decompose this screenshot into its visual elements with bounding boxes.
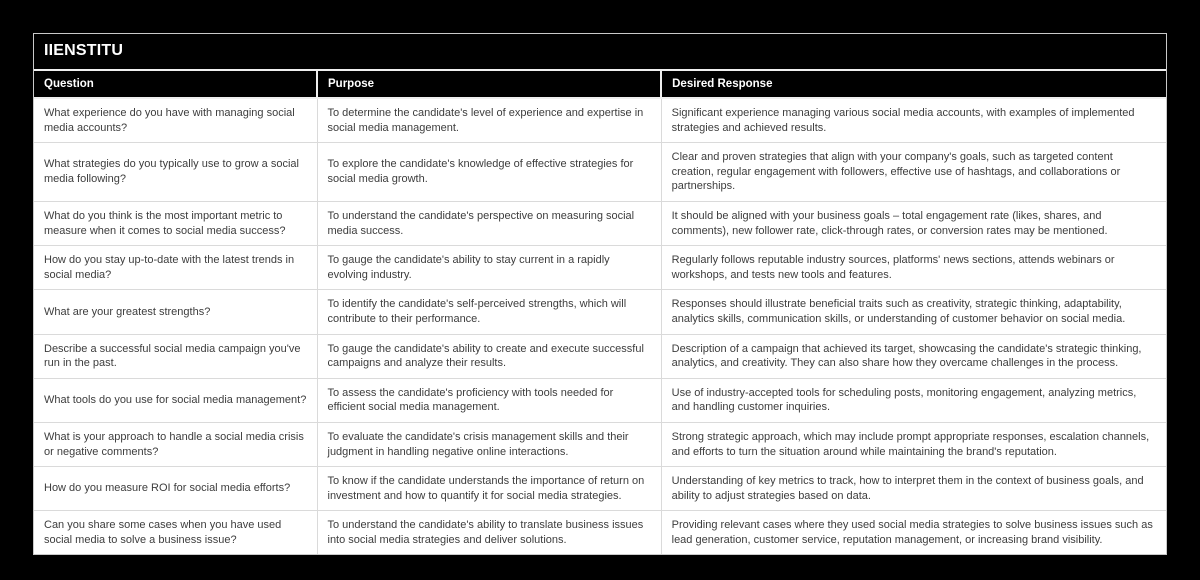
table-row	[34, 98, 1166, 143]
desired-response-cell: Use of industry-accepted tools for scheduling posts, monitoring engagement, analyzing metrics, and handling customer inquiries.	[661, 378, 1166, 422]
table-row	[34, 201, 1166, 245]
question-cell: What is your approach to handle a social media crisis or negative comments?	[34, 422, 317, 466]
question-cell: What strategies do you typically use to grow a social media following?	[34, 143, 317, 202]
question-cell: What tools do you use for social media management?	[34, 378, 317, 422]
desired-response-cell: Regularly follows reputable industry sources, platforms' news sections, attends webinars or workshops, and tests new tools and features.	[661, 246, 1166, 290]
desired-response-cell: Responses should illustrate beneficial traits such as creativity, strategic thinking, adaptability, analytics skills, communication skills, or understanding of customer behavior on social media.	[661, 290, 1166, 334]
header-row	[34, 71, 1166, 98]
column-header-question: Question	[34, 71, 317, 98]
table-row	[34, 511, 1166, 555]
desired-response-cell: Significant experience managing various social media accounts, with examples of implemented strategies and achieved results.	[661, 98, 1166, 143]
purpose-cell: To understand the candidate's ability to translate business issues into social media strategies and deliver solutions.	[317, 511, 661, 555]
table-row	[34, 143, 1166, 202]
desired-response-cell: It should be aligned with your business goals – total engagement rate (likes, shares, and comments), new follower rate, click-through rates, or conversion rates may be mentioned.	[661, 201, 1166, 245]
column-header-purpose: Purpose	[317, 71, 661, 98]
table-row	[34, 422, 1166, 466]
question-cell: What are your greatest strengths?	[34, 290, 317, 334]
interview-questions-table	[34, 71, 1166, 554]
desired-response-cell: Clear and proven strategies that align with your company's goals, such as targeted content creation, regular engagement with followers, effective use of hashtags, and collaborations or partnerships.	[661, 143, 1166, 202]
question-cell: How do you measure ROI for social media efforts?	[34, 467, 317, 511]
table-row	[34, 290, 1166, 334]
question-cell: Can you share some cases when you have used social media to solve a business issue?	[34, 511, 317, 555]
question-cell: What do you think is the most important metric to measure when it comes to social media success?	[34, 201, 317, 245]
purpose-cell: To assess the candidate's proficiency with tools needed for efficient social media management.	[317, 378, 661, 422]
table-row	[34, 467, 1166, 511]
question-cell: Describe a successful social media campaign you've run in the past.	[34, 334, 317, 378]
purpose-cell: To explore the candidate's knowledge of effective strategies for social media growth.	[317, 143, 661, 202]
purpose-cell: To understand the candidate's perspective on measuring social media success.	[317, 201, 661, 245]
purpose-cell: To identify the candidate's self-perceived strengths, which will contribute to their performance.	[317, 290, 661, 334]
table-row	[34, 378, 1166, 422]
question-cell: What experience do you have with managing social media accounts?	[34, 98, 317, 143]
interview-questions-card	[33, 33, 1167, 555]
table-row	[34, 246, 1166, 290]
desired-response-cell: Understanding of key metrics to track, how to interpret them in the context of business goals, and ability to adjust strategies based on data.	[661, 467, 1166, 511]
purpose-cell: To gauge the candidate's ability to create and execute successful campaigns and analyze their results.	[317, 334, 661, 378]
desired-response-cell: Providing relevant cases where they used social media strategies to solve business issues such as lead generation, customer service, reputation management, or increasing brand visibility.	[661, 511, 1166, 555]
table-row	[34, 334, 1166, 378]
question-cell: How do you stay up-to-date with the latest trends in social media?	[34, 246, 317, 290]
desired-response-cell: Description of a campaign that achieved its target, showcasing the candidate's strategic thinking, analytics, and creativity. They can also share how they overcame challenges in the process.	[661, 334, 1166, 378]
column-header-desired-response: Desired Response	[661, 71, 1166, 98]
brand-title: IIENSTITU	[34, 34, 1166, 71]
purpose-cell: To gauge the candidate's ability to stay current in a rapidly evolving industry.	[317, 246, 661, 290]
desired-response-cell: Strong strategic approach, which may include prompt appropriate responses, escalation channels, and efforts to turn the situation around while maintaining the brand's reputation.	[661, 422, 1166, 466]
purpose-cell: To know if the candidate understands the importance of return on investment and how to quantify it for social media strategies.	[317, 467, 661, 511]
purpose-cell: To evaluate the candidate's crisis management skills and their judgment in handling negative online interactions.	[317, 422, 661, 466]
purpose-cell: To determine the candidate's level of experience and expertise in social media management.	[317, 98, 661, 143]
